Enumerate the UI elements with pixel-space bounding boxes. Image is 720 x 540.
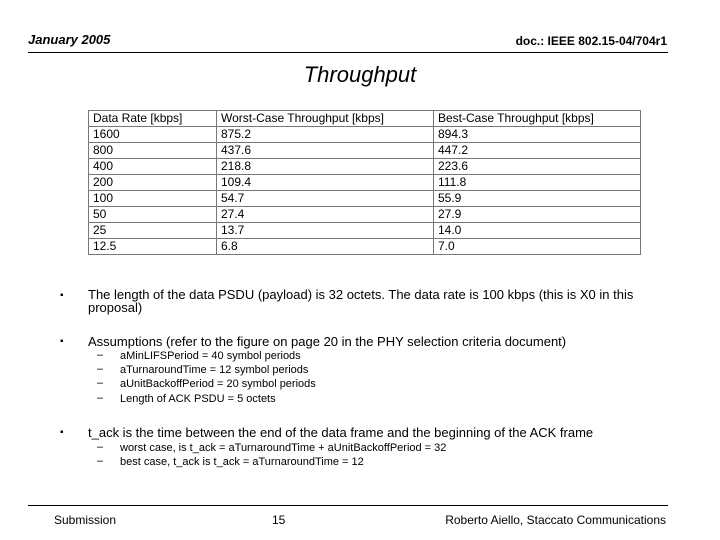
table-cell: 100 (89, 191, 217, 207)
slide-title: Throughput (303, 62, 417, 87)
bullet-icon: ▪ (60, 290, 64, 301)
table-row (89, 159, 641, 175)
table-row (89, 223, 641, 239)
table-cell: 50 (89, 207, 217, 223)
table-cell: 13.7 (217, 223, 434, 239)
sub-bullet-text: aTurnaroundTime = 12 symbol periods (120, 364, 309, 376)
table-cell: 25 (89, 223, 217, 239)
table-cell: 218.8 (217, 159, 434, 175)
table-cell: 1600 (89, 127, 217, 143)
table-cell: 54.7 (217, 191, 434, 207)
header-date: January 2005 (28, 32, 111, 47)
table-header-row (89, 111, 641, 127)
table-cell: 223.6 (434, 159, 641, 175)
page-number: 15 (272, 513, 286, 527)
sub-bullet-text: best case, t_ack is t_ack = aTurnaroundTime = 12 (120, 456, 364, 468)
bullet-icon: ▪ (60, 336, 64, 347)
table-cell: 109.4 (217, 175, 434, 191)
table-cell: 875.2 (217, 127, 434, 143)
bullet-text: The length of the data PSDU (payload) is 32 octets. The data rate is 100 kbps (this is X0 in this proposal) (88, 287, 634, 315)
table-cell: 55.9 (434, 191, 641, 207)
dash-icon: – (97, 349, 104, 361)
throughput-table (88, 110, 641, 255)
footer-divider (28, 505, 668, 506)
table-cell: 400 (89, 159, 217, 175)
table-cell: 800 (89, 143, 217, 159)
table-cell: 7.0 (434, 239, 641, 255)
header-cell: Best-Case Throughput [kbps] (434, 111, 641, 127)
dash-icon: – (97, 441, 104, 453)
dash-icon: – (97, 363, 104, 375)
bullet-text: t_ack is the time between the end of the data frame and the beginning of the ACK frame (88, 425, 594, 440)
dash-icon: – (97, 455, 104, 467)
header-cell: Worst-Case Throughput [kbps] (217, 111, 434, 127)
table-cell: 6.8 (217, 239, 434, 255)
sub-bullet-text: worst case, is t_ack = aTurnaroundTime + aUnitBackoffPeriod = 32 (120, 442, 447, 454)
bullet-icon: ▪ (60, 427, 64, 438)
footer-submission: Submission (54, 513, 117, 527)
table-row (89, 207, 641, 223)
table-cell: 12.5 (89, 239, 217, 255)
sub-bullet-text: Length of ACK PSDU = 5 octets (120, 393, 276, 405)
header-doc-id: doc.: IEEE 802.15-04/704r1 (515, 34, 667, 48)
table-row (89, 143, 641, 159)
header-divider (28, 52, 668, 53)
table-cell: 27.4 (217, 207, 434, 223)
footer-author: Roberto Aiello, Staccato Communications (445, 513, 666, 527)
table-cell: 200 (89, 175, 217, 191)
sub-bullet-text: aMinLIFSPeriod = 40 symbol periods (120, 350, 301, 362)
table-cell: 111.8 (434, 175, 641, 191)
table-cell: 14.0 (434, 223, 641, 239)
table-cell: 447.2 (434, 143, 641, 159)
sub-bullet-text: aUnitBackoffPeriod = 20 symbol periods (120, 378, 316, 390)
table-row (89, 175, 641, 191)
header-cell: Data Rate [kbps] (89, 111, 217, 127)
bullet-text: Assumptions (refer to the figure on page 20 in the PHY selection criteria document) (88, 334, 567, 349)
table-cell: 894.3 (434, 127, 641, 143)
table-row (89, 127, 641, 143)
table-row (89, 191, 641, 207)
table-cell: 27.9 (434, 207, 641, 223)
dash-icon: – (97, 392, 104, 404)
table-cell: 437.6 (217, 143, 434, 159)
table-row (89, 239, 641, 255)
dash-icon: – (97, 377, 104, 389)
